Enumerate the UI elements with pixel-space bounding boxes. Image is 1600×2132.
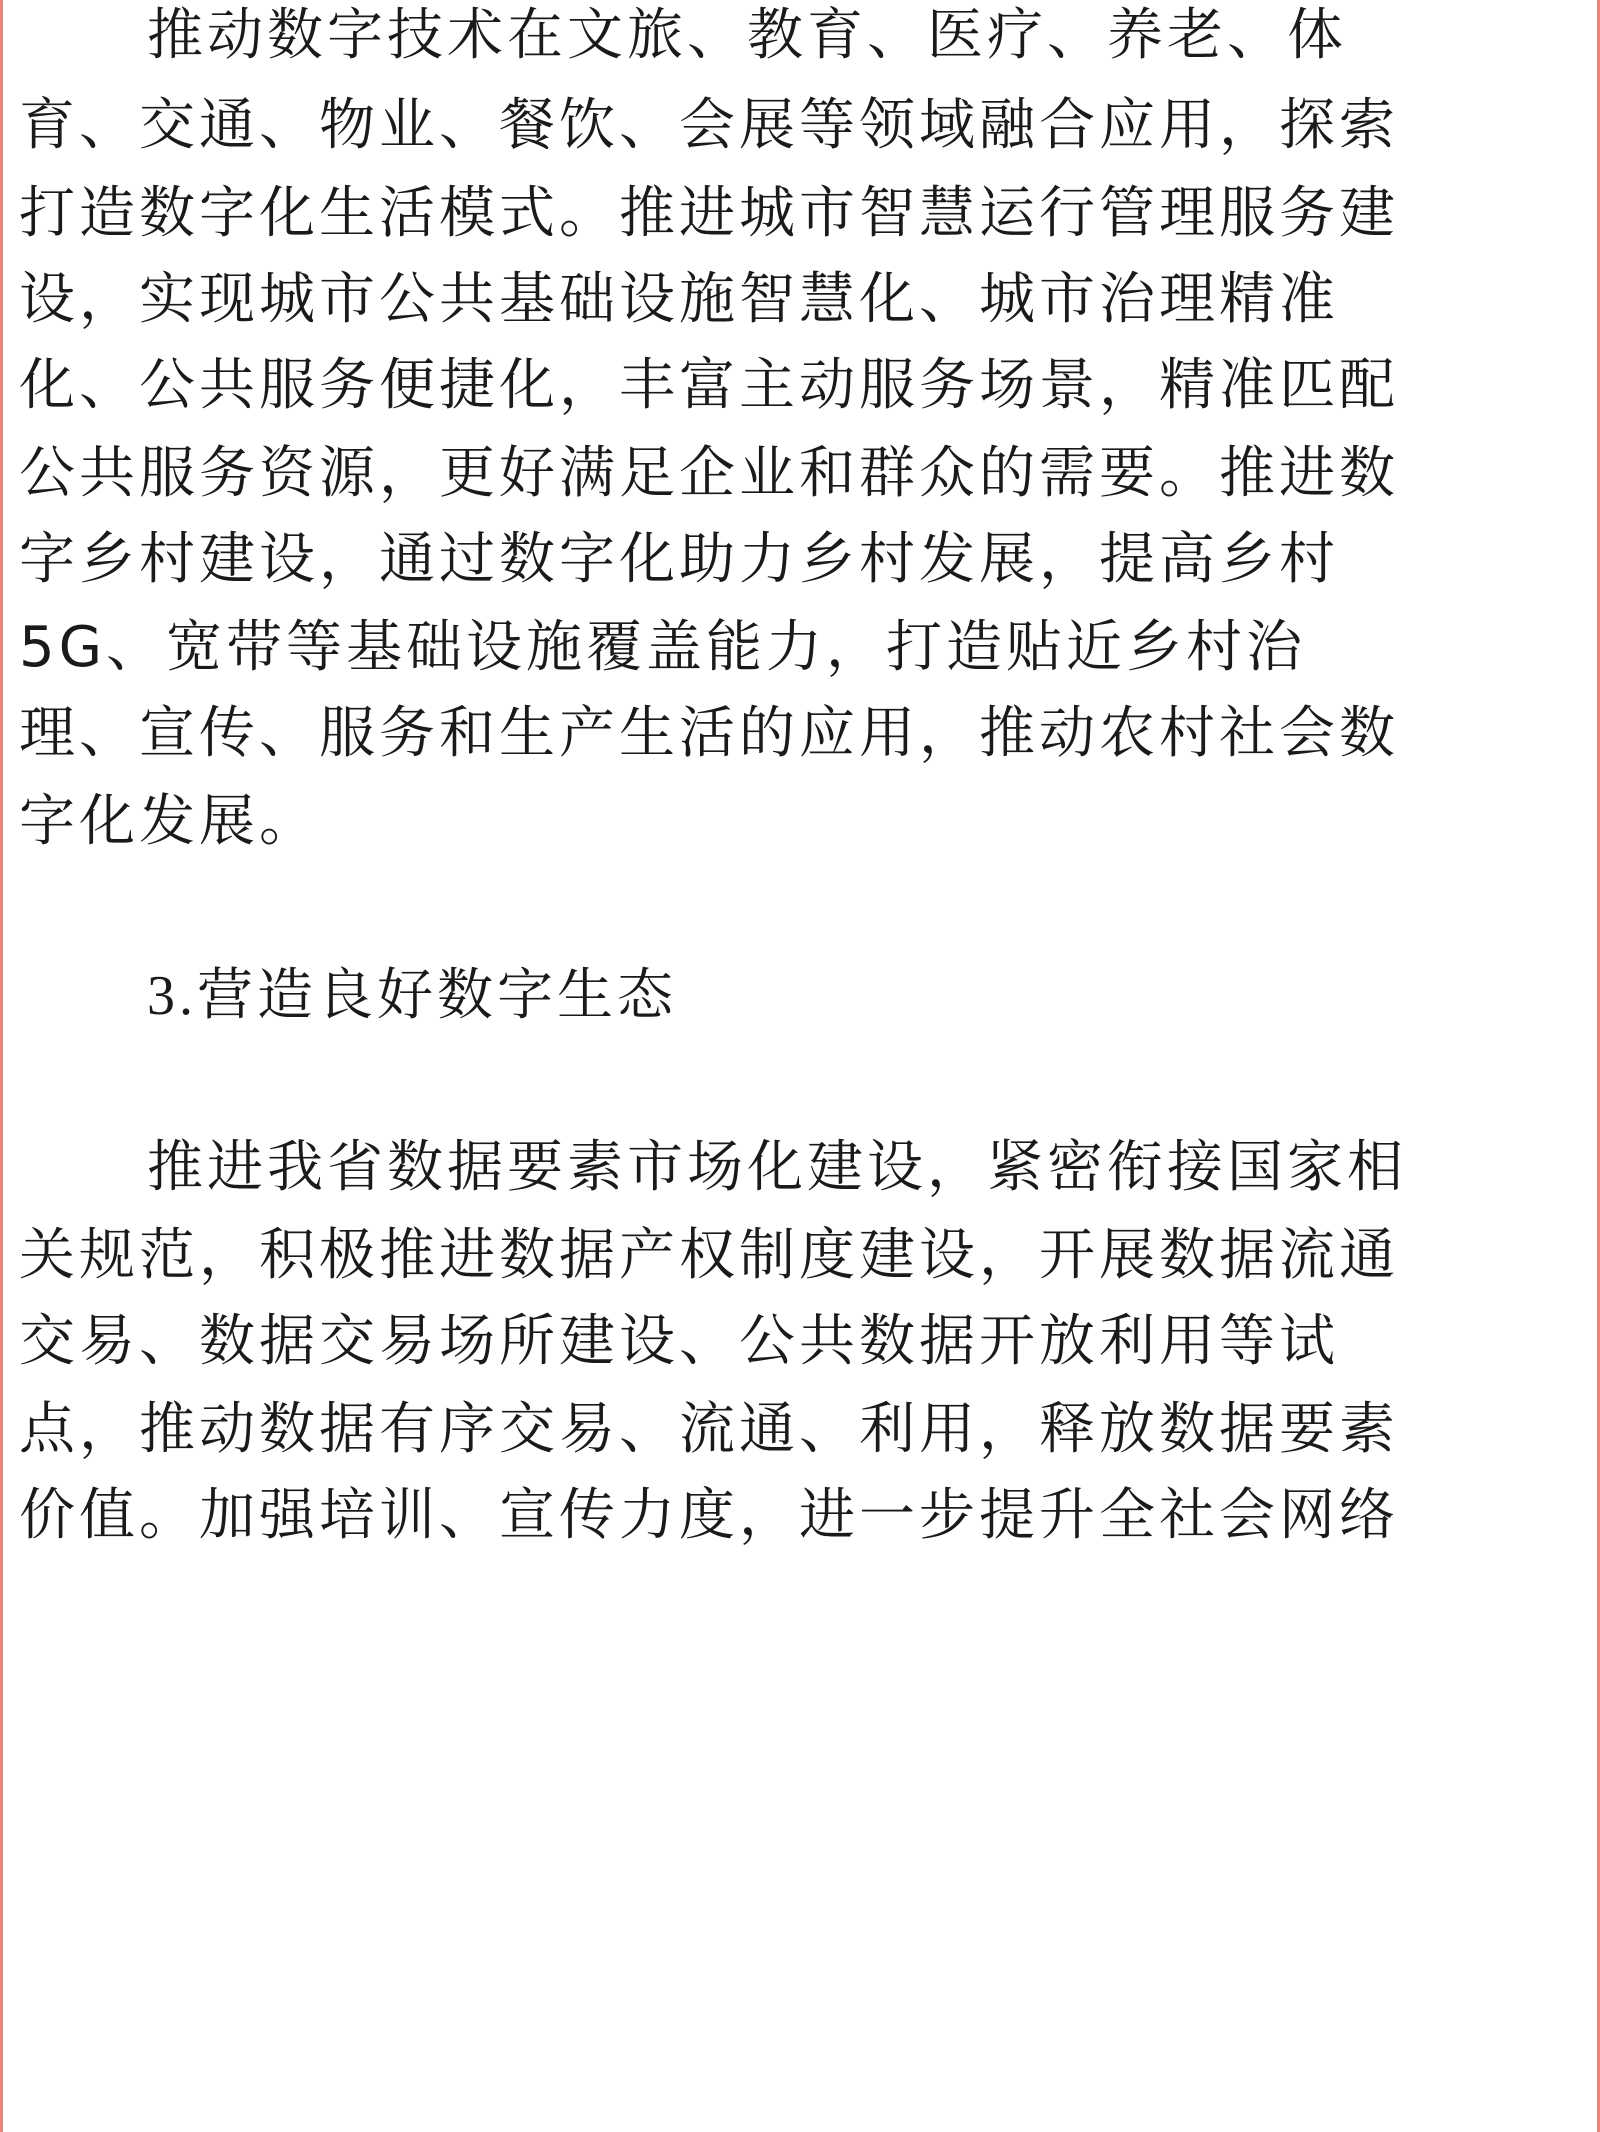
section-heading-line [147, 963, 677, 1028]
paragraph-line: 推进我省数据要素市场化建设，紧密衔接国家相 [147, 1135, 1407, 1200]
paragraph-line: 设，实现城市公共基础设施智慧化、城市治理精准 [19, 267, 1339, 332]
paragraph-line: 价值。加强培训、宣传力度，进一步提升全社会网络 [19, 1483, 1399, 1548]
paragraph-line: 交易、数据交易场所建设、公共数据开放利用等试 [19, 1309, 1339, 1374]
paragraph-line: 关规范，积极推进数据产权制度建设，开展数据流通 [19, 1223, 1399, 1288]
paragraph-line: 理、宣传、服务和生产生活的应用，推动农村社会数 [19, 701, 1399, 766]
paragraph-line: 育、交通、物业、餐饮、会展等领域融合应用，探索 [19, 93, 1399, 158]
paragraph-line: 化、公共服务便捷化，丰富主动服务场景，精准匹配 [19, 353, 1399, 418]
paragraph-line: 5G、宽带等基础设施覆盖能力，打造贴近乡村治 [19, 615, 1307, 680]
paragraph-line: 字化发展。 [19, 789, 319, 854]
paragraph-line: 推动数字技术在文旅、教育、医疗、养老、体 [147, 3, 1347, 68]
paragraph-line: 字乡村建设，通过数字化助力乡村发展，提高乡村 [19, 527, 1339, 592]
paragraph-line: 打造数字化生活模式。推进城市智慧运行管理服务建 [19, 181, 1399, 246]
paragraph-line: 公共服务资源，更好满足企业和群众的需要。推进数 [19, 441, 1399, 506]
paragraph-line: 点，推动数据有序交易、流通、利用，释放数据要素 [19, 1397, 1399, 1462]
section-title: 营造良好数字生态 [197, 963, 677, 1028]
section-number: 3. [147, 965, 197, 1027]
